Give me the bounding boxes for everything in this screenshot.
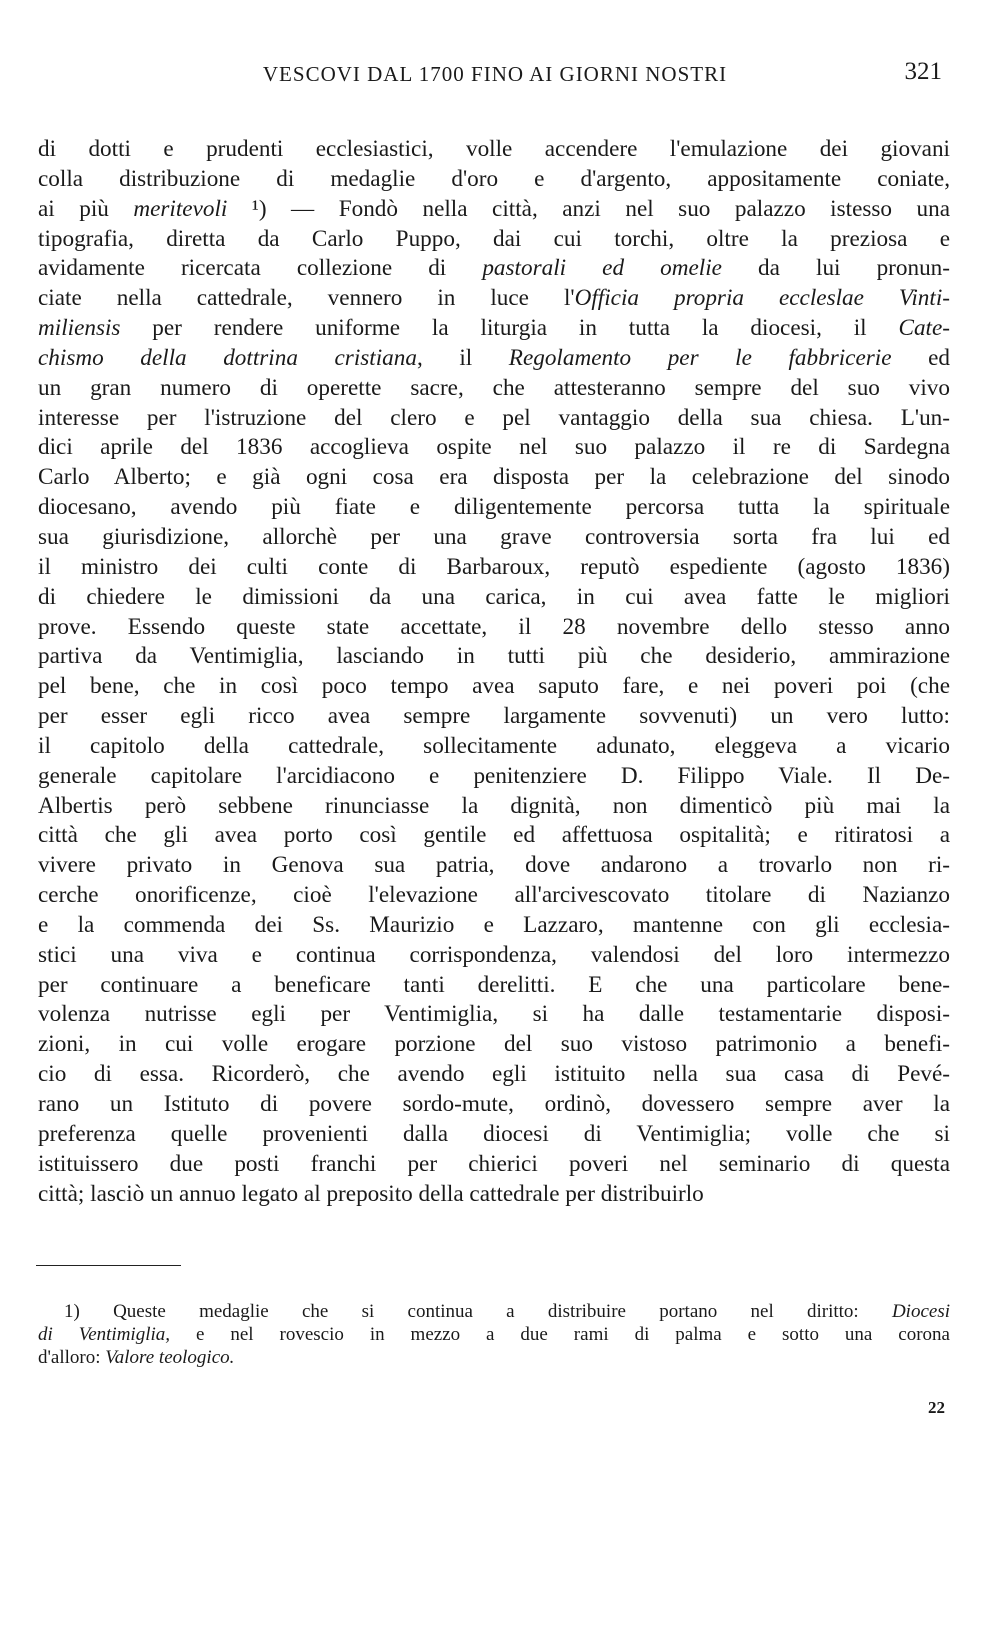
text-line — [38, 583, 950, 613]
text-line — [38, 195, 950, 225]
text-line — [38, 1150, 950, 1180]
text-line — [38, 225, 950, 255]
text-line-segment: di chiedere le dimissioni da una carica, in cui avea fatte le migliori — [38, 583, 950, 610]
text-line-segment: Cate- — [898, 315, 950, 342]
text-line — [38, 792, 950, 822]
text-line-segment: sua giurisdizione, allorchè per una grave controversia sorta fra lui ed — [38, 523, 950, 550]
text-line-segment: per continuare a beneficare tanti derelitti. E che una particolare bene- — [38, 971, 950, 998]
text-line — [38, 613, 950, 643]
text-line-segment: ciate nella cattedrale, vennero in luce l' — [38, 285, 575, 312]
text-line-segment: prove. Essendo queste state accettate, il 28 novembre dello stesso anno — [38, 613, 950, 640]
text-line — [38, 851, 950, 881]
text-line — [38, 463, 950, 493]
text-line-segment: un gran numero di operette sacre, che attesteranno sempre del suo vivo — [38, 374, 950, 401]
text-line — [38, 941, 950, 971]
text-line-segment: Regolamento per le fabbricerie — [508, 344, 892, 371]
text-line-segment: pastorali ed omelie — [482, 255, 722, 282]
footnote-line-segment: d'alloro: — [38, 1347, 106, 1368]
text-line-segment: Carlo Alberto; e già ogni cosa era disposta per la celebrazione del sinodo — [38, 464, 950, 491]
text-line-segment: città; lasciò un annuo legato al preposito della cattedrale per distribuirlo — [38, 1180, 704, 1207]
text-line-segment: ai più — [38, 195, 134, 222]
body-text — [38, 135, 950, 1209]
text-line — [38, 374, 950, 404]
text-line — [38, 881, 950, 911]
footnote-line-segment: Valore teologico. — [105, 1347, 235, 1368]
text-line — [38, 702, 950, 732]
text-line — [38, 254, 950, 284]
text-line-segment: rano un Istituto di povere sordo-mute, ordinò, dovessero sempre aver la — [38, 1091, 950, 1117]
text-line-segment: zioni, in cui volle erogare porzione del suo vistoso patrimonio a benefi- — [38, 1031, 950, 1058]
text-line-segment: , il — [416, 344, 509, 371]
page-number: 321 — [904, 58, 942, 85]
footnote — [38, 1300, 950, 1369]
text-line — [38, 165, 950, 195]
text-line-segment: tipografia, diretta da Carlo Puppo, dai cui torchi, oltre la preziosa e — [38, 225, 950, 252]
text-line — [38, 1060, 950, 1090]
text-line-segment: miliensis — [38, 315, 121, 342]
text-line — [38, 523, 950, 553]
text-line-segment: interesse per l'istruzione del clero e pel vantaggio della sua chiesa. L'un- — [38, 404, 950, 431]
text-line — [38, 971, 950, 1001]
text-line-segment: città che gli avea porto così gentile ed affettuosa ospitalità; e ritiratosi a — [38, 822, 950, 849]
text-line — [38, 344, 950, 374]
running-title: VESCOVI DAL 1700 FINO AI GIORNI NOSTRI — [262, 62, 728, 86]
text-line-segment: pel bene, che in così poco tempo avea saputo fare, e nei poveri poi (che — [38, 673, 950, 700]
text-line — [38, 762, 950, 792]
text-line-segment: generale capitolare l'arcidiacono e penitenziere D. Filippo Viale. Il De- — [38, 762, 950, 789]
text-line-segment: dici aprile del 1836 accoglieva ospite nel suo palazzo il re di Sardegna — [38, 434, 950, 461]
text-line — [38, 1090, 950, 1120]
text-line — [38, 404, 950, 434]
footnote-divider — [36, 1265, 181, 1266]
text-line-segment: da lui pronun- — [721, 255, 950, 282]
running-header — [40, 58, 950, 92]
footnote-line-segment: Diocesi — [891, 1301, 950, 1322]
text-line — [38, 672, 950, 702]
text-line — [38, 821, 950, 851]
text-line-segment: partiva da Ventimiglia, lasciando in tutti più che desiderio, ammirazione — [38, 643, 950, 670]
text-line-segment: meritevoli — [133, 195, 228, 222]
text-line-segment: vivere privato in Genova sua patria, dove andarono a trovarlo non ri- — [38, 852, 950, 879]
text-line-segment: chismo della dottrina cristiana — [38, 344, 417, 371]
text-line-segment: il ministro dei culti conte di Barbaroux, reputò espediente (agosto 1836) — [38, 553, 950, 580]
text-line — [38, 1120, 950, 1150]
text-line-segment: e la commenda dei Ss. Maurizio e Lazzaro, mantenne con gli ecclesia- — [38, 911, 950, 938]
text-line — [38, 1180, 950, 1210]
text-line-segment: per rendere uniforme la liturgia in tutta la diocesi, il — [120, 315, 899, 342]
text-line-segment: di dotti e prudenti ecclesiastici, volle accendere l'emulazione dei giovani — [38, 136, 950, 162]
text-line-segment: Officia propria eccleslae Vinti- — [574, 285, 950, 312]
text-line — [38, 642, 950, 672]
text-line — [38, 1030, 950, 1060]
text-line — [38, 135, 950, 165]
text-line-segment: colla distribuzione di medaglie d'oro e d'argento, appositamente coniate, — [38, 165, 950, 192]
text-line-segment: diocesano, avendo più fiate e diligentemente percorsa tutta la spirituale — [38, 494, 950, 521]
text-line-segment: avidamente ricercata collezione di — [38, 255, 483, 282]
text-line-segment: volenza nutrisse egli per Ventimiglia, si ha dalle testamentarie disposi- — [38, 1001, 950, 1028]
footnote-line-segment: e nel rovescio in mezzo a due rami di palma e sotto una corona — [170, 1324, 950, 1345]
text-line-segment: per esser egli ricco avea sempre largamente sovvenuti) un vero lutto: — [38, 703, 950, 730]
footnote-line-segment: 1) Queste medaglie che si continua a distribuire portano nel diritto: — [64, 1301, 892, 1322]
text-line-segment: Albertis però sebbene rinunciasse la dignità, non dimenticò più mai la — [38, 792, 950, 819]
footnote-line — [38, 1300, 950, 1323]
text-line-segment: preferenza quelle provenienti dalla diocesi di Ventimiglia; volle che si — [38, 1120, 950, 1147]
text-line-segment: istituissero due posti franchi per chierici poveri nel seminario di questa — [38, 1150, 950, 1177]
footnote-line — [38, 1346, 950, 1369]
text-line-segment: cerche onorificenze, cioè l'elevazione all'arcivescovato titolare di Nazianzo — [38, 882, 950, 909]
text-line-segment: ed — [891, 344, 950, 371]
text-line — [38, 493, 950, 523]
text-line — [38, 314, 950, 344]
text-line — [38, 732, 950, 762]
text-line-segment: il capitolo della cattedrale, sollecitamente adunato, eleggeva a vicario — [38, 732, 950, 759]
text-line — [38, 1000, 950, 1030]
text-line — [38, 911, 950, 941]
text-line-segment: ¹) — Fondò nella città, anzi nel suo palazzo istesso una — [227, 195, 950, 222]
text-line — [38, 433, 950, 463]
text-line-segment: stici una viva e continua corrispondenza, valendosi del loro intermezzo — [38, 941, 950, 968]
text-line — [38, 284, 950, 314]
signature-mark: 22 — [928, 1398, 945, 1417]
footnote-line-segment: di Ventimiglia, — [38, 1324, 171, 1345]
text-line-segment: cio di essa. Ricorderò, che avendo egli istituito nella sua casa di Pevé- — [38, 1061, 950, 1088]
footnote-line — [38, 1323, 950, 1346]
text-line — [38, 553, 950, 583]
